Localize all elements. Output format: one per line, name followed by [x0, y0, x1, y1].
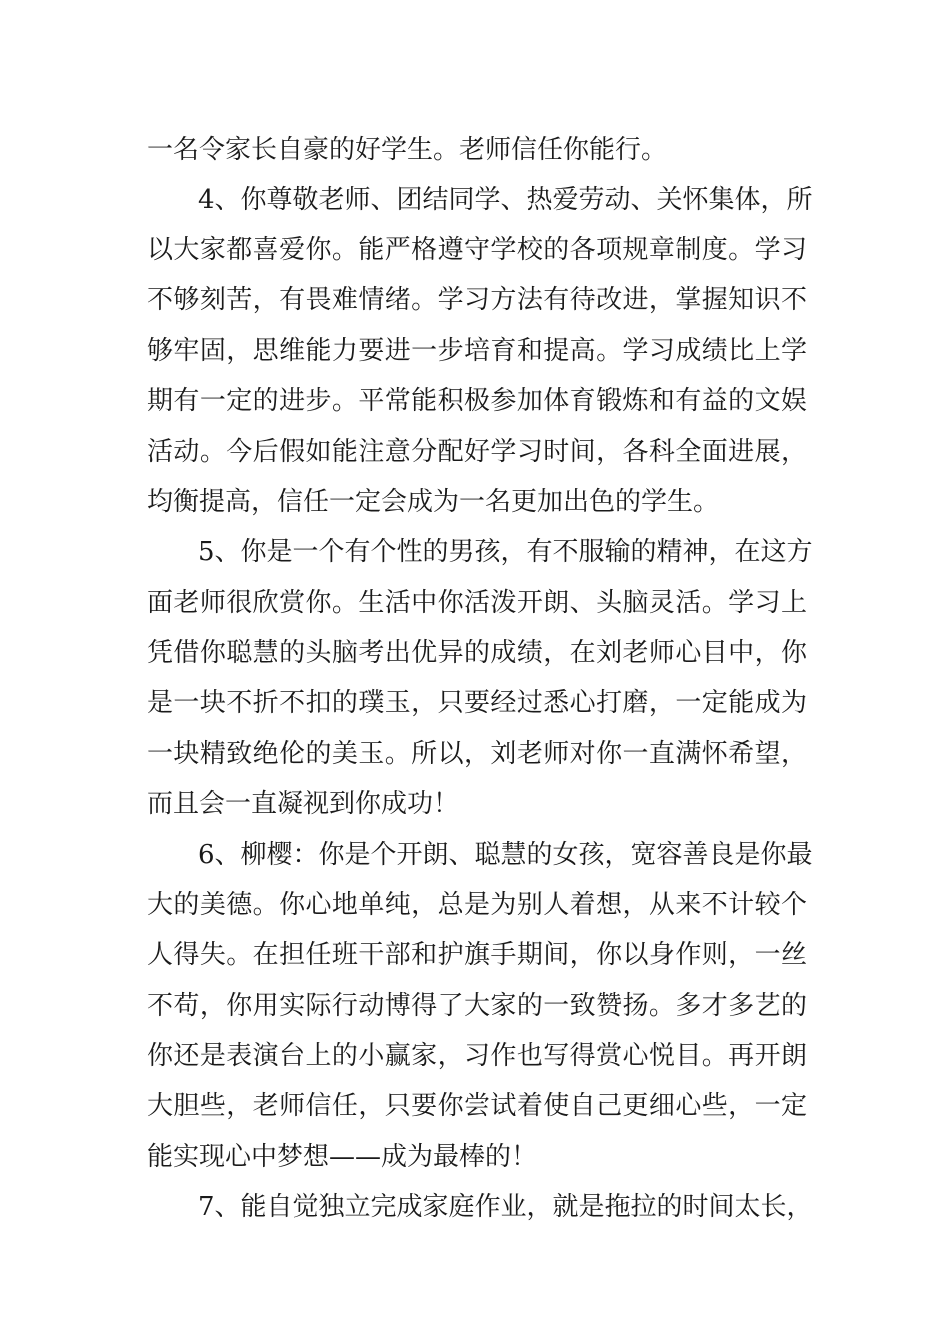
text-line: 而且会一直凝视到你成功！: [147, 789, 460, 819]
paragraph-5-first-line: 5、你是一个有个性的男孩，有不服输的精神，在这方: [198, 537, 813, 567]
text-line: 凭借你聪慧的头脑考出优异的成绩，在刘老师心目中，你: [147, 638, 807, 668]
text-line: 面老师很欣赏你。生活中你活泼开朗、头脑灵活。学习上: [147, 588, 807, 618]
text-line: 以大家都喜爱你。能严格遵守学校的各项规章制度。学习: [147, 235, 807, 265]
text-line: 人得失。在担任班干部和护旗手期间，你以身作则，一丝: [147, 940, 807, 970]
text-line: 能实现心中梦想——成为最棒的！: [147, 1142, 538, 1172]
text-line: 够牢固，思维能力要进一步培育和提高。学习成绩比上学: [147, 336, 807, 366]
text-line: 不苟，你用实际行动博得了大家的一致赞扬。多才多艺的: [147, 991, 807, 1021]
text-line: 是一块不折不扣的璞玉，只要经过悉心打磨，一定能成为: [147, 688, 807, 718]
text-line: 不够刻苦，有畏难情绪。学习方法有待改进，掌握知识不: [147, 285, 807, 315]
text-line: 大的美德。你心地单纯，总是为别人着想，从来不计较个: [147, 890, 807, 920]
paragraph-7-first-line: 7、能自觉独立完成家庭作业，就是拖拉的时间太长，: [198, 1192, 813, 1222]
text-line: 一名令家长自豪的好学生。老师信任你能行。: [147, 135, 668, 165]
paragraph-4-first-line: 4、你尊敬老师、团结同学、热爱劳动、关怀集体，所: [198, 185, 813, 215]
text-line: 活动。今后假如能注意分配好学习时间，各科全面进展，: [147, 437, 807, 467]
text-line: 期有一定的进步。平常能积极参加体育锻炼和有益的文娱: [147, 386, 807, 416]
text-line: 你还是表演台上的小赢家，习作也写得赏心悦目。再开朗: [147, 1041, 807, 1071]
text-line: 一块精致绝伦的美玉。所以，刘老师对你一直满怀希望，: [147, 739, 807, 769]
paragraph-6-first-line: 6、柳樱：你是个开朗、聪慧的女孩，宽容善良是你最: [198, 840, 813, 870]
text-line: 大胆些，老师信任，只要你尝试着使自己更细心些，一定: [147, 1091, 807, 1121]
text-line: 均衡提高，信任一定会成为一名更加出色的学生。: [147, 487, 720, 517]
